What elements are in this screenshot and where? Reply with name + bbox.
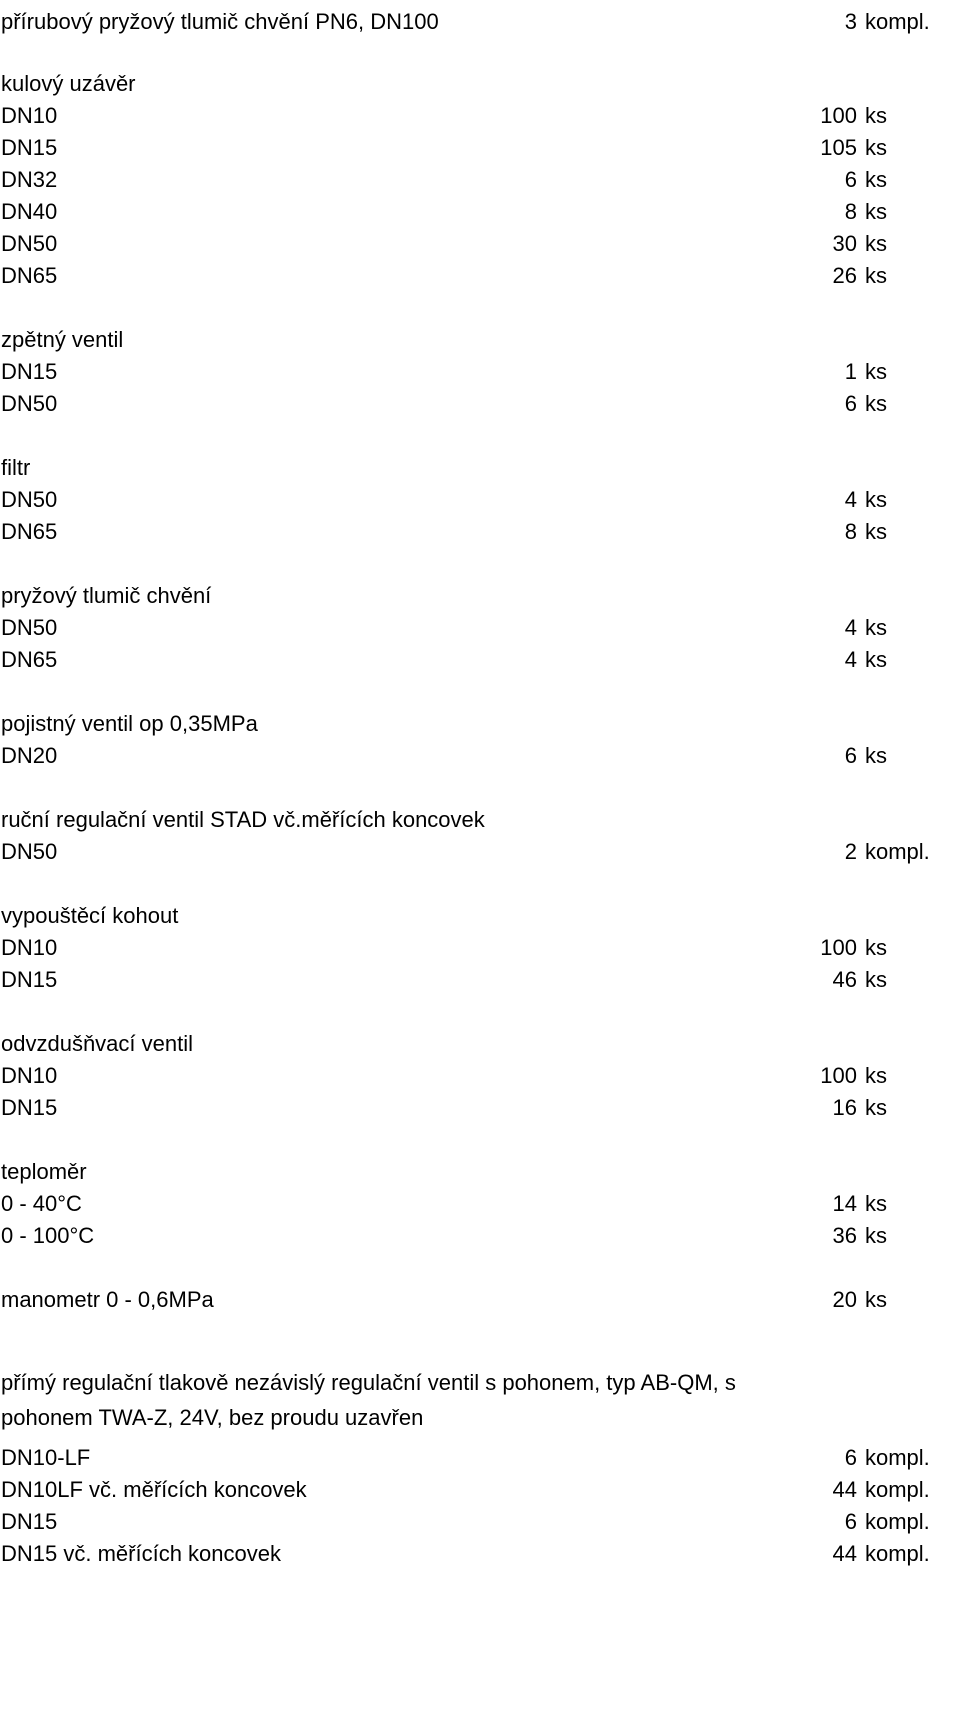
item-quantity: 6 [844, 1445, 857, 1470]
list-item [0, 484, 960, 516]
item-unit: ks [865, 935, 887, 960]
item-unit: ks [865, 743, 887, 768]
list-item [0, 1028, 960, 1060]
item-label: DN15 [1, 135, 58, 160]
item-label: teploměr [1, 1159, 87, 1184]
item-label: DN50 [1, 231, 58, 256]
item-quantity: 44 [832, 1477, 857, 1502]
item-quantity: 4 [844, 647, 857, 672]
item-quantity: 100 [820, 103, 857, 128]
item-label: přírubový pryžový tlumič chvění PN6, DN100 [1, 9, 439, 34]
item-label: filtr [1, 455, 31, 480]
item-unit: ks [865, 615, 887, 640]
item-quantity: 8 [844, 519, 857, 544]
item-label: zpětný ventil [1, 327, 124, 352]
list-item [0, 228, 960, 260]
item-label: DN50 [1, 615, 58, 640]
item-unit: kompl. [865, 1477, 930, 1502]
item-label: vypouštěcí kohout [1, 903, 179, 928]
final-group-heading: přímý regulační tlakově nezávislý regulační ventil s pohonem, typ AB-QM, s pohonem TWA-Z, 24V, bez proudu uzavřen [1, 1370, 736, 1430]
list-item [0, 452, 960, 484]
list-item [0, 100, 960, 132]
item-quantity: 4 [844, 487, 857, 512]
list-item [0, 1538, 960, 1570]
item-quantity: 6 [844, 167, 857, 192]
item-quantity: 36 [832, 1223, 857, 1248]
list-item [0, 356, 960, 388]
item-unit: kompl. [865, 9, 930, 34]
item-unit: ks [865, 199, 887, 224]
item-label: DN15 vč. měřících koncovek [1, 1541, 281, 1566]
item-label: DN32 [1, 167, 58, 192]
item-quantity: 100 [820, 935, 857, 960]
item-label: DN65 [1, 519, 58, 544]
list-item [0, 580, 960, 612]
item-unit: ks [865, 391, 887, 416]
item-unit: kompl. [865, 1541, 930, 1566]
list-item [0, 836, 960, 868]
list-item [0, 1220, 960, 1252]
list-item [0, 164, 960, 196]
item-quantity: 30 [832, 231, 857, 256]
item-unit: ks [865, 231, 887, 256]
item-unit: ks [865, 487, 887, 512]
item-quantity: 8 [844, 199, 857, 224]
item-label: DN50 [1, 391, 58, 416]
item-label: DN15 [1, 1095, 58, 1120]
item-label: DN10 [1, 1063, 58, 1088]
list-item [0, 6, 960, 38]
list-item [0, 1442, 960, 1474]
list-item [0, 964, 960, 996]
list-item [0, 388, 960, 420]
item-quantity: 14 [832, 1191, 857, 1216]
item-quantity: 44 [832, 1541, 857, 1566]
list-item [0, 1284, 960, 1316]
item-label: 0 - 40°C [1, 1191, 82, 1216]
item-label: DN15 [1, 359, 58, 384]
item-unit: ks [865, 1095, 887, 1120]
list-item [0, 644, 960, 676]
item-unit: ks [865, 1223, 887, 1248]
item-label: odvzdušňvací ventil [1, 1031, 193, 1056]
list-item [0, 612, 960, 644]
item-quantity: 6 [844, 391, 857, 416]
item-label: manometr 0 - 0,6MPa [1, 1287, 214, 1312]
list-item [0, 932, 960, 964]
item-label: DN65 [1, 263, 58, 288]
list-item [0, 324, 960, 356]
item-quantity: 6 [844, 743, 857, 768]
item-quantity: 1 [844, 359, 857, 384]
list-item [0, 1060, 960, 1092]
item-unit: ks [865, 263, 887, 288]
list-item [0, 804, 960, 836]
list-item [0, 1092, 960, 1124]
item-label: DN20 [1, 743, 58, 768]
list-item [0, 196, 960, 228]
item-unit: ks [865, 1063, 887, 1088]
item-unit: ks [865, 103, 887, 128]
item-label: DN15 [1, 1509, 58, 1534]
item-label: DN40 [1, 199, 58, 224]
item-quantity: 3 [844, 9, 857, 34]
item-quantity: 100 [820, 1063, 857, 1088]
list-item [0, 708, 960, 740]
list-item [0, 260, 960, 292]
item-label: pryžový tlumič chvění [1, 583, 212, 608]
item-unit: ks [865, 167, 887, 192]
item-quantity: 20 [832, 1287, 857, 1312]
item-unit: ks [865, 647, 887, 672]
list-item [0, 1474, 960, 1506]
list-item [0, 516, 960, 548]
item-label: kulový uzávěr [1, 71, 136, 96]
item-quantity: 16 [832, 1095, 857, 1120]
item-quantity: 46 [832, 967, 857, 992]
item-label: DN10-LF [1, 1445, 91, 1470]
list-item [0, 1188, 960, 1220]
list-item [0, 900, 960, 932]
item-label: 0 - 100°C [1, 1223, 95, 1248]
list-item [0, 740, 960, 772]
item-unit: kompl. [865, 1445, 930, 1470]
item-unit: ks [865, 359, 887, 384]
item-quantity: 6 [844, 1509, 857, 1534]
item-unit: kompl. [865, 839, 930, 864]
list-item [0, 1506, 960, 1538]
item-unit: ks [865, 519, 887, 544]
item-unit: ks [865, 967, 887, 992]
item-label: ruční regulační ventil STAD vč.měřících koncovek [1, 807, 485, 832]
item-unit: ks [865, 135, 887, 160]
list-item [0, 132, 960, 164]
item-label: DN10LF vč. měřících koncovek [1, 1477, 307, 1502]
item-unit: ks [865, 1287, 887, 1312]
item-label: DN50 [1, 839, 58, 864]
item-label: DN15 [1, 967, 58, 992]
item-quantity: 105 [820, 135, 857, 160]
item-unit: ks [865, 1191, 887, 1216]
item-label: DN10 [1, 103, 58, 128]
item-quantity: 4 [844, 615, 857, 640]
list-item [0, 68, 960, 100]
item-label: DN50 [1, 487, 58, 512]
item-label: pojistný ventil op 0,35MPa [1, 711, 258, 736]
item-quantity: 26 [832, 263, 857, 288]
item-quantity: 2 [844, 839, 857, 864]
item-label: DN65 [1, 647, 58, 672]
item-unit: kompl. [865, 1509, 930, 1534]
item-label: DN10 [1, 935, 58, 960]
list-item [0, 1156, 960, 1188]
